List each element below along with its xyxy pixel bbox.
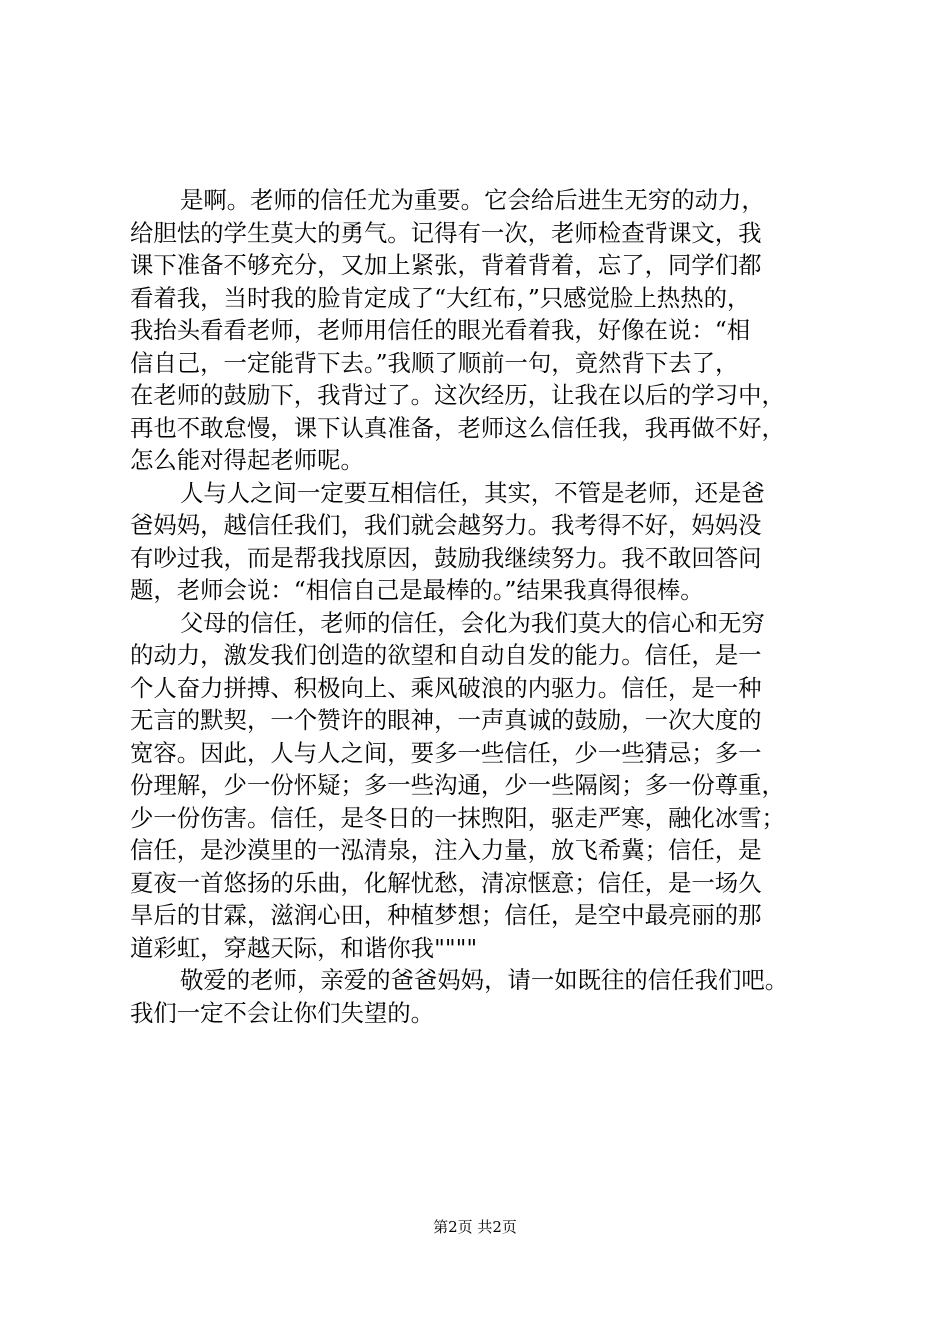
- page-footer: [0, 1217, 950, 1237]
- text-line: 题，老师会说：“相信自己是最棒的。”结果我真得很棒。: [130, 576, 704, 604]
- text-line: 份理解，少一份怀疑；多一些沟通，少一些隔阂；多一份尊重，: [130, 771, 785, 799]
- text-line: 旱后的甘霖，滋润心田，种植梦想；信任，是空中最亮丽的那: [130, 901, 762, 929]
- text-line: 宽容。因此，人与人之间，要多一些信任，少一些猜忌；多一: [130, 738, 762, 767]
- text-line: 人与人之间一定要互相信任，其实，不管是老师，还是爸: [180, 478, 765, 507]
- text-line: 父母的信任，老师的信任，会化为我们莫大的信心和无穷: [180, 608, 765, 637]
- paragraph-4: [130, 964, 840, 1029]
- paragraph-1: [130, 184, 840, 477]
- text-line: 个人奋力拼搏、积极向上、乘风破浪的内驱力。信任，是一种: [130, 673, 762, 702]
- text-line: 在老师的鼓励下，我背过了。这次经历，让我在以后的学习中，: [130, 381, 785, 409]
- text-line: 夏夜一首悠扬的乐曲，化解忧愁，清凉惬意；信任，是一场久: [130, 868, 762, 897]
- text-line: 无言的默契，一个赞许的眼神，一声真诚的鼓励，一次大度的: [130, 706, 762, 734]
- page-number-label: 第2页 共2页: [433, 1218, 517, 1236]
- text-line: 道彩虹，穿越天际，和谐你我"""": [130, 933, 478, 962]
- paragraph-2: [130, 477, 840, 607]
- text-line: 爸妈妈，越信任我们，我们就会越努力。我考得不好，妈妈没: [130, 511, 762, 539]
- text-line: 信任，是沙漠里的一泓清泉，注入力量，放飞希冀；信任，是: [130, 836, 762, 864]
- text-line: 有吵过我，而是帮我找原因，鼓励我继续努力。我不敢回答问: [130, 543, 762, 572]
- text-line: 怎么能对得起老师呢。: [130, 446, 364, 474]
- paragraph-3: [130, 607, 840, 965]
- text-line: 敬爱的老师，亲爱的爸爸妈妈，请一如既往的信任我们吧。: [180, 966, 789, 994]
- body-text: [130, 184, 840, 1029]
- text-line: 信自己，一定能背下去。”我顺了顺前一句，竟然背下去了，: [130, 348, 739, 377]
- text-line: 课下准备不够充分，又加上紧张，背着背着，忘了，同学们都: [130, 251, 762, 279]
- text-line: 我抬头看看老师，老师用信任的眼光看着我，好像在说：“相: [130, 316, 751, 344]
- text-line: 我们一定不会让你们失望的。: [130, 998, 435, 1027]
- text-line: 的动力，激发我们创造的欲望和自动自发的能力。信任，是一: [130, 641, 762, 669]
- text-line: 看着我，当时我的脸肯定成了“大红布，”只感觉脸上热热的，: [130, 283, 751, 312]
- text-line: 是啊。老师的信任尤为重要。它会给后进生无穷的动力，: [180, 186, 765, 214]
- text-line: 再也不敢怠慢，课下认真准备，老师这么信任我，我再做不好，: [130, 413, 785, 442]
- text-line: 少一份伤害。信任，是冬日的一抹煦阳，驱走严寒，融化冰雪；: [130, 803, 785, 832]
- text-line: 给胆怯的学生莫大的勇气。记得有一次，老师检查背课文，我: [130, 218, 762, 247]
